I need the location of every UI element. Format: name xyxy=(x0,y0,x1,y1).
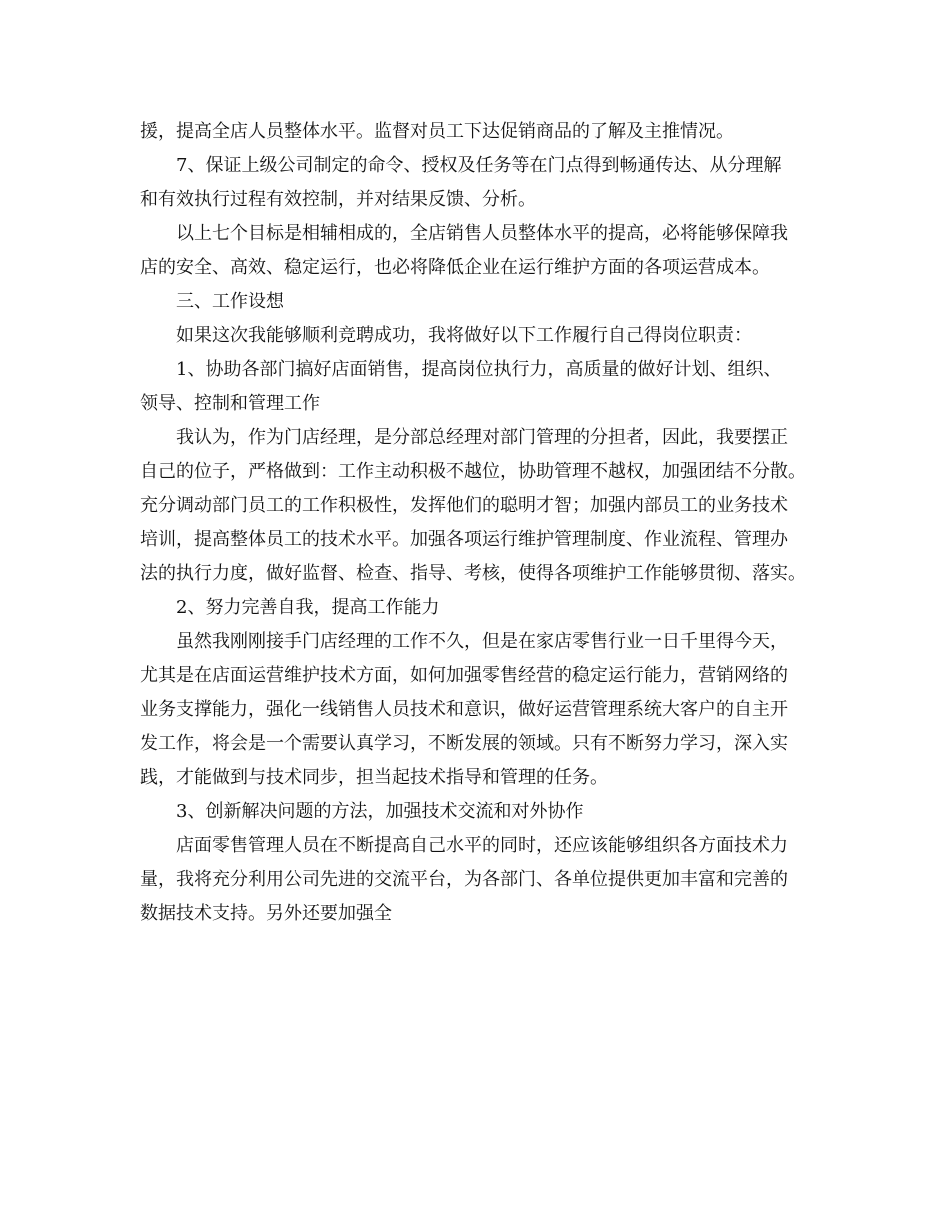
document-body xyxy=(140,115,820,931)
text-line: 发工作，将会是一个需要认真学习，不断发展的领域。只有不断努力学习，深入实 xyxy=(140,733,788,754)
text-line: 践，才能做到与技术同步，担当起技术指导和管理的任务。 xyxy=(140,767,608,788)
text-line: 1、协助各部门搞好店面销售，提高岗位执行力，高质量的做好计划、组织、 xyxy=(176,359,782,380)
text-line: 数据技术支持。另外还要加强全 xyxy=(140,903,392,924)
text-line: 自己的位子，严格做到：工作主动积极不越位，协助管理不越权，加强团结不分散。 xyxy=(140,461,806,482)
text-line: 如果这次我能够顺利竞聘成功，我将做好以下工作履行自己得岗位职责： xyxy=(176,325,752,346)
text-line: 和有效执行过程有效控制，并对结果反馈、分析。 xyxy=(140,189,536,210)
text-line: 以上七个目标是相辅相成的，全店销售人员整体水平的提高，必将能够保障我 xyxy=(176,223,788,244)
text-line: 7、保证上级公司制定的命令、授权及任务等在门点得到畅通传达、从分理解 xyxy=(176,155,782,176)
text-line: 培训，提高整体员工的技术水平。加强各项运行维护管理制度、作业流程、管理办 xyxy=(140,529,788,550)
text-line: 量，我将充分利用公司先进的交流平台，为各部门、各单位提供更加丰富和完善的 xyxy=(140,869,788,890)
text-line: 店面零售管理人员在不断提高自己水平的同时，还应该能够组织各方面技术力 xyxy=(176,835,788,856)
text-line: 业务支撑能力，强化一线销售人员技术和意识，做好运营管理系统大客户的自主开 xyxy=(140,699,788,720)
text-line: 法的执行力度，做好监督、检查、指导、考核，使得各项维护工作能够贯彻、落实。 xyxy=(140,563,806,584)
text-line: 我认为，作为门店经理，是分部总经理对部门管理的分担者，因此，我要摆正 xyxy=(176,427,788,448)
text-line: 三、工作设想 xyxy=(176,291,284,312)
text-line: 尤其是在店面运营维护技术方面，如何加强零售经营的稳定运行能力，营销网络的 xyxy=(140,665,788,686)
text-line: 2、努力完善自我，提高工作能力 xyxy=(176,597,440,618)
text-line: 店的安全、高效、稳定运行，也必将降低企业在运行维护方面的各项运营成本。 xyxy=(140,257,770,278)
text-line: 虽然我刚刚接手门店经理的工作不久，但是在家店零售行业一日千里得今天， xyxy=(176,631,788,652)
text-line: 援，提高全店人员整体水平。监督对员工下达促销商品的了解及主推情况。 xyxy=(140,121,734,142)
text-line: 充分调动部门员工的工作积极性，发挥他们的聪明才智；加强内部员工的业务技术 xyxy=(140,495,788,516)
text-line: 领导、控制和管理工作 xyxy=(140,393,320,414)
text-line: 3、创新解决问题的方法，加强技术交流和对外协作 xyxy=(176,801,584,822)
